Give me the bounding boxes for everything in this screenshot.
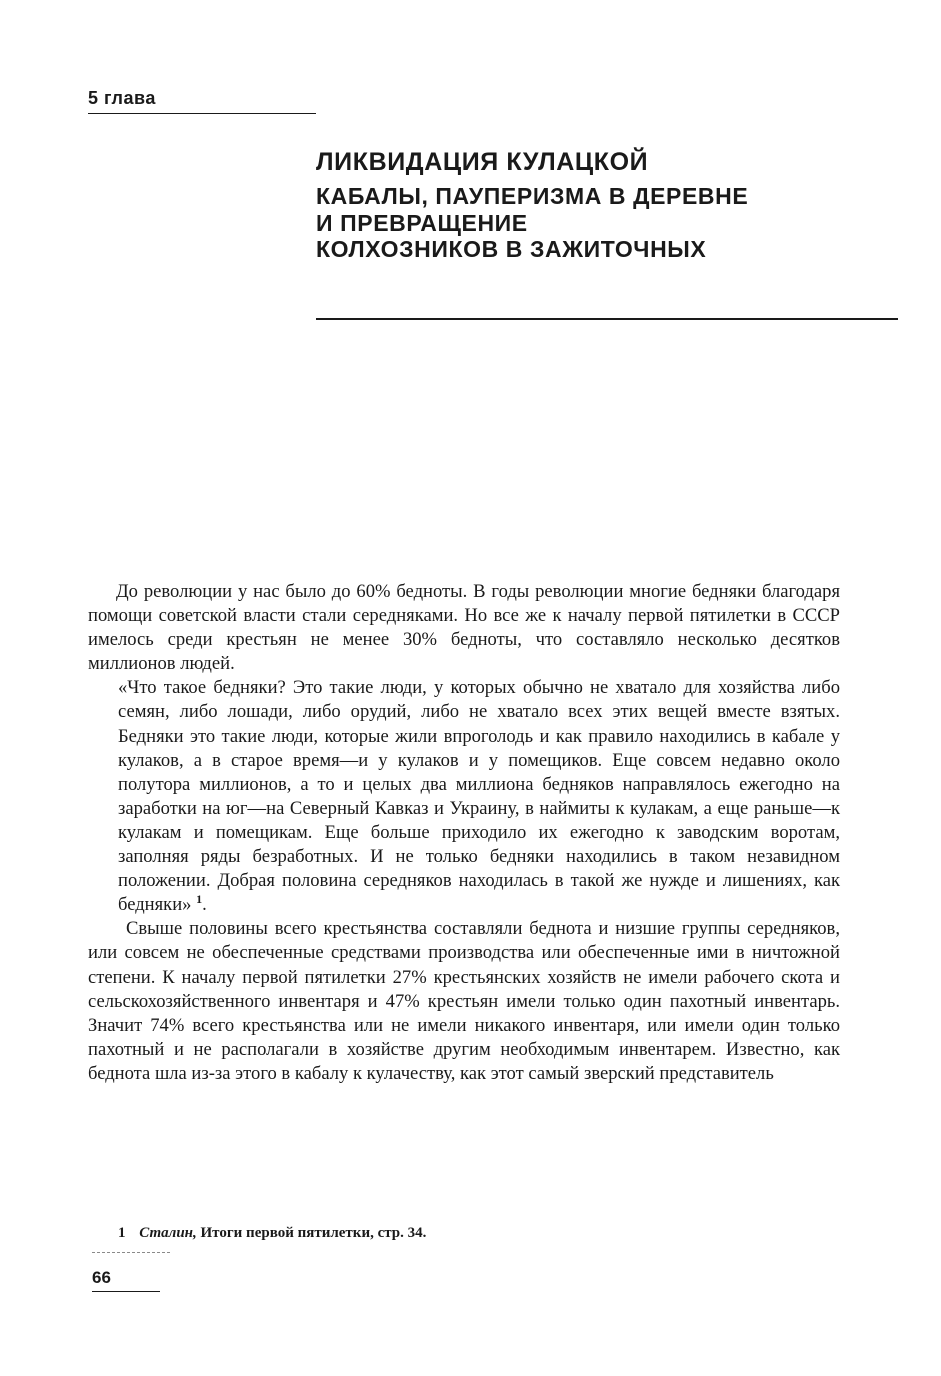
chapter-title-line-3: И ПРЕВРАЩЕНИЕ xyxy=(316,209,528,236)
stalin-quote-text: «Что такое бедняки? Это такие люди, у которых обычно не хватало для хозяйства либо семян, либо лошади, либо орудий, либо не хватало всех этих вещей вместе взятых. Бедняки это такие люди, которые жили впроголодь и как правило находились в кабале у кулаков, а в старое время—и у кулаков и у помещиков. Еще совсем недавно около полутора миллионов, а то и целых два миллиона бедняков направлялось ежегодно на заработки на юг—на Северный Кавказ и Украину, в наймиты к кулакам, а еще раньше—к кулакам и помещикам. Еще больше приходило их ежегодно к заводским воротам, заполняя ряды безработных. И не только бедняки находились в таком незавидном положении. Добрая половина середняков находилась в такой же нужде и лишениях, как бедняки» xyxy=(118,677,840,916)
stalin-quote: «Что такое бедняки? Это такие люди, у которых обычно не хватало для хозяйства либо семян, либо лошади, либо орудий, либо не хватало всех этих вещей вместе взятых. Бедняки это такие люди, которые жили впроголодь и как правило находились в кабале у кулаков, а в старое время—и у кулаков и у помещиков. Еще совсем недавно около полутора миллионов, а то и целых два миллиона бедняков направлялось ежегодно на заработки на юг—на Северный Кавказ и Украину, в наймиты к кулакам, а еще раньше—к кулакам и помещикам. Еще больше приходило их ежегодно к заводским воротам, заполняя ряды безработных. И не только бедняки находились в таком незавидном положении. Добрая половина середняков находилась в такой же нужде и лишениях, как бедняки» $^1$. xyxy=(118,677,840,916)
page-number: 66 xyxy=(92,1268,160,1292)
body-text xyxy=(88,580,840,1086)
chapter-title xyxy=(316,148,896,263)
footnote-divider xyxy=(92,1252,170,1253)
footnote-number: 1 xyxy=(118,1225,126,1241)
body-paragraph-2: Свыше половины всего крестьянства составляли беднота и низшие группы середняков, или совсем не обеспеченные средствами производства или обеспеченные ими в ничтожной степени. К началу первой пятилетки 27% крестьянских хозяйств не имели рабочего скота и сельскохозяйственного инвентаря и 47% крестьян имели только один пахотный инвентарь. Значит 74% всего крестьянства или не имели никакого инвентаря, или имели один только пахотный и не располагали в хозяйстве другим необходимым инвентарем. Известно, как беднота шла из-за этого в кабалу к кулачеству, как этот самый зверский представитель xyxy=(88,918,840,1084)
chapter-title-line-1: ЛИКВИДАЦИЯ КУЛАЦКОЙ xyxy=(316,148,649,176)
chapter-title-line-2: КАБАЛЫ, ПАУПЕРИЗМА В ДЕРЕВНЕ xyxy=(316,183,749,209)
title-divider xyxy=(316,318,898,320)
body-paragraph-1: До революции у нас было до 60% бедноты. В годы революции многие бедняки благодаря помощи советской власти стали середняками. Но все же к началу первой пятилетки в СССР имелось среди крестьян не менее 30% бедноты, что составляло несколько десятков миллионов людей. xyxy=(88,581,840,675)
footnote xyxy=(118,1225,426,1242)
footnote-text: Итоги первой пятилетки, стр. 34. xyxy=(200,1225,427,1241)
chapter-title-line-4: КОЛХОЗНИКОВ В ЗАЖИТОЧНЫХ xyxy=(316,236,707,263)
chapter-label: 5 глава xyxy=(88,88,316,114)
footnote-reference[interactable]: 1 xyxy=(196,892,203,907)
footnote-author: Сталин, xyxy=(139,1225,197,1241)
